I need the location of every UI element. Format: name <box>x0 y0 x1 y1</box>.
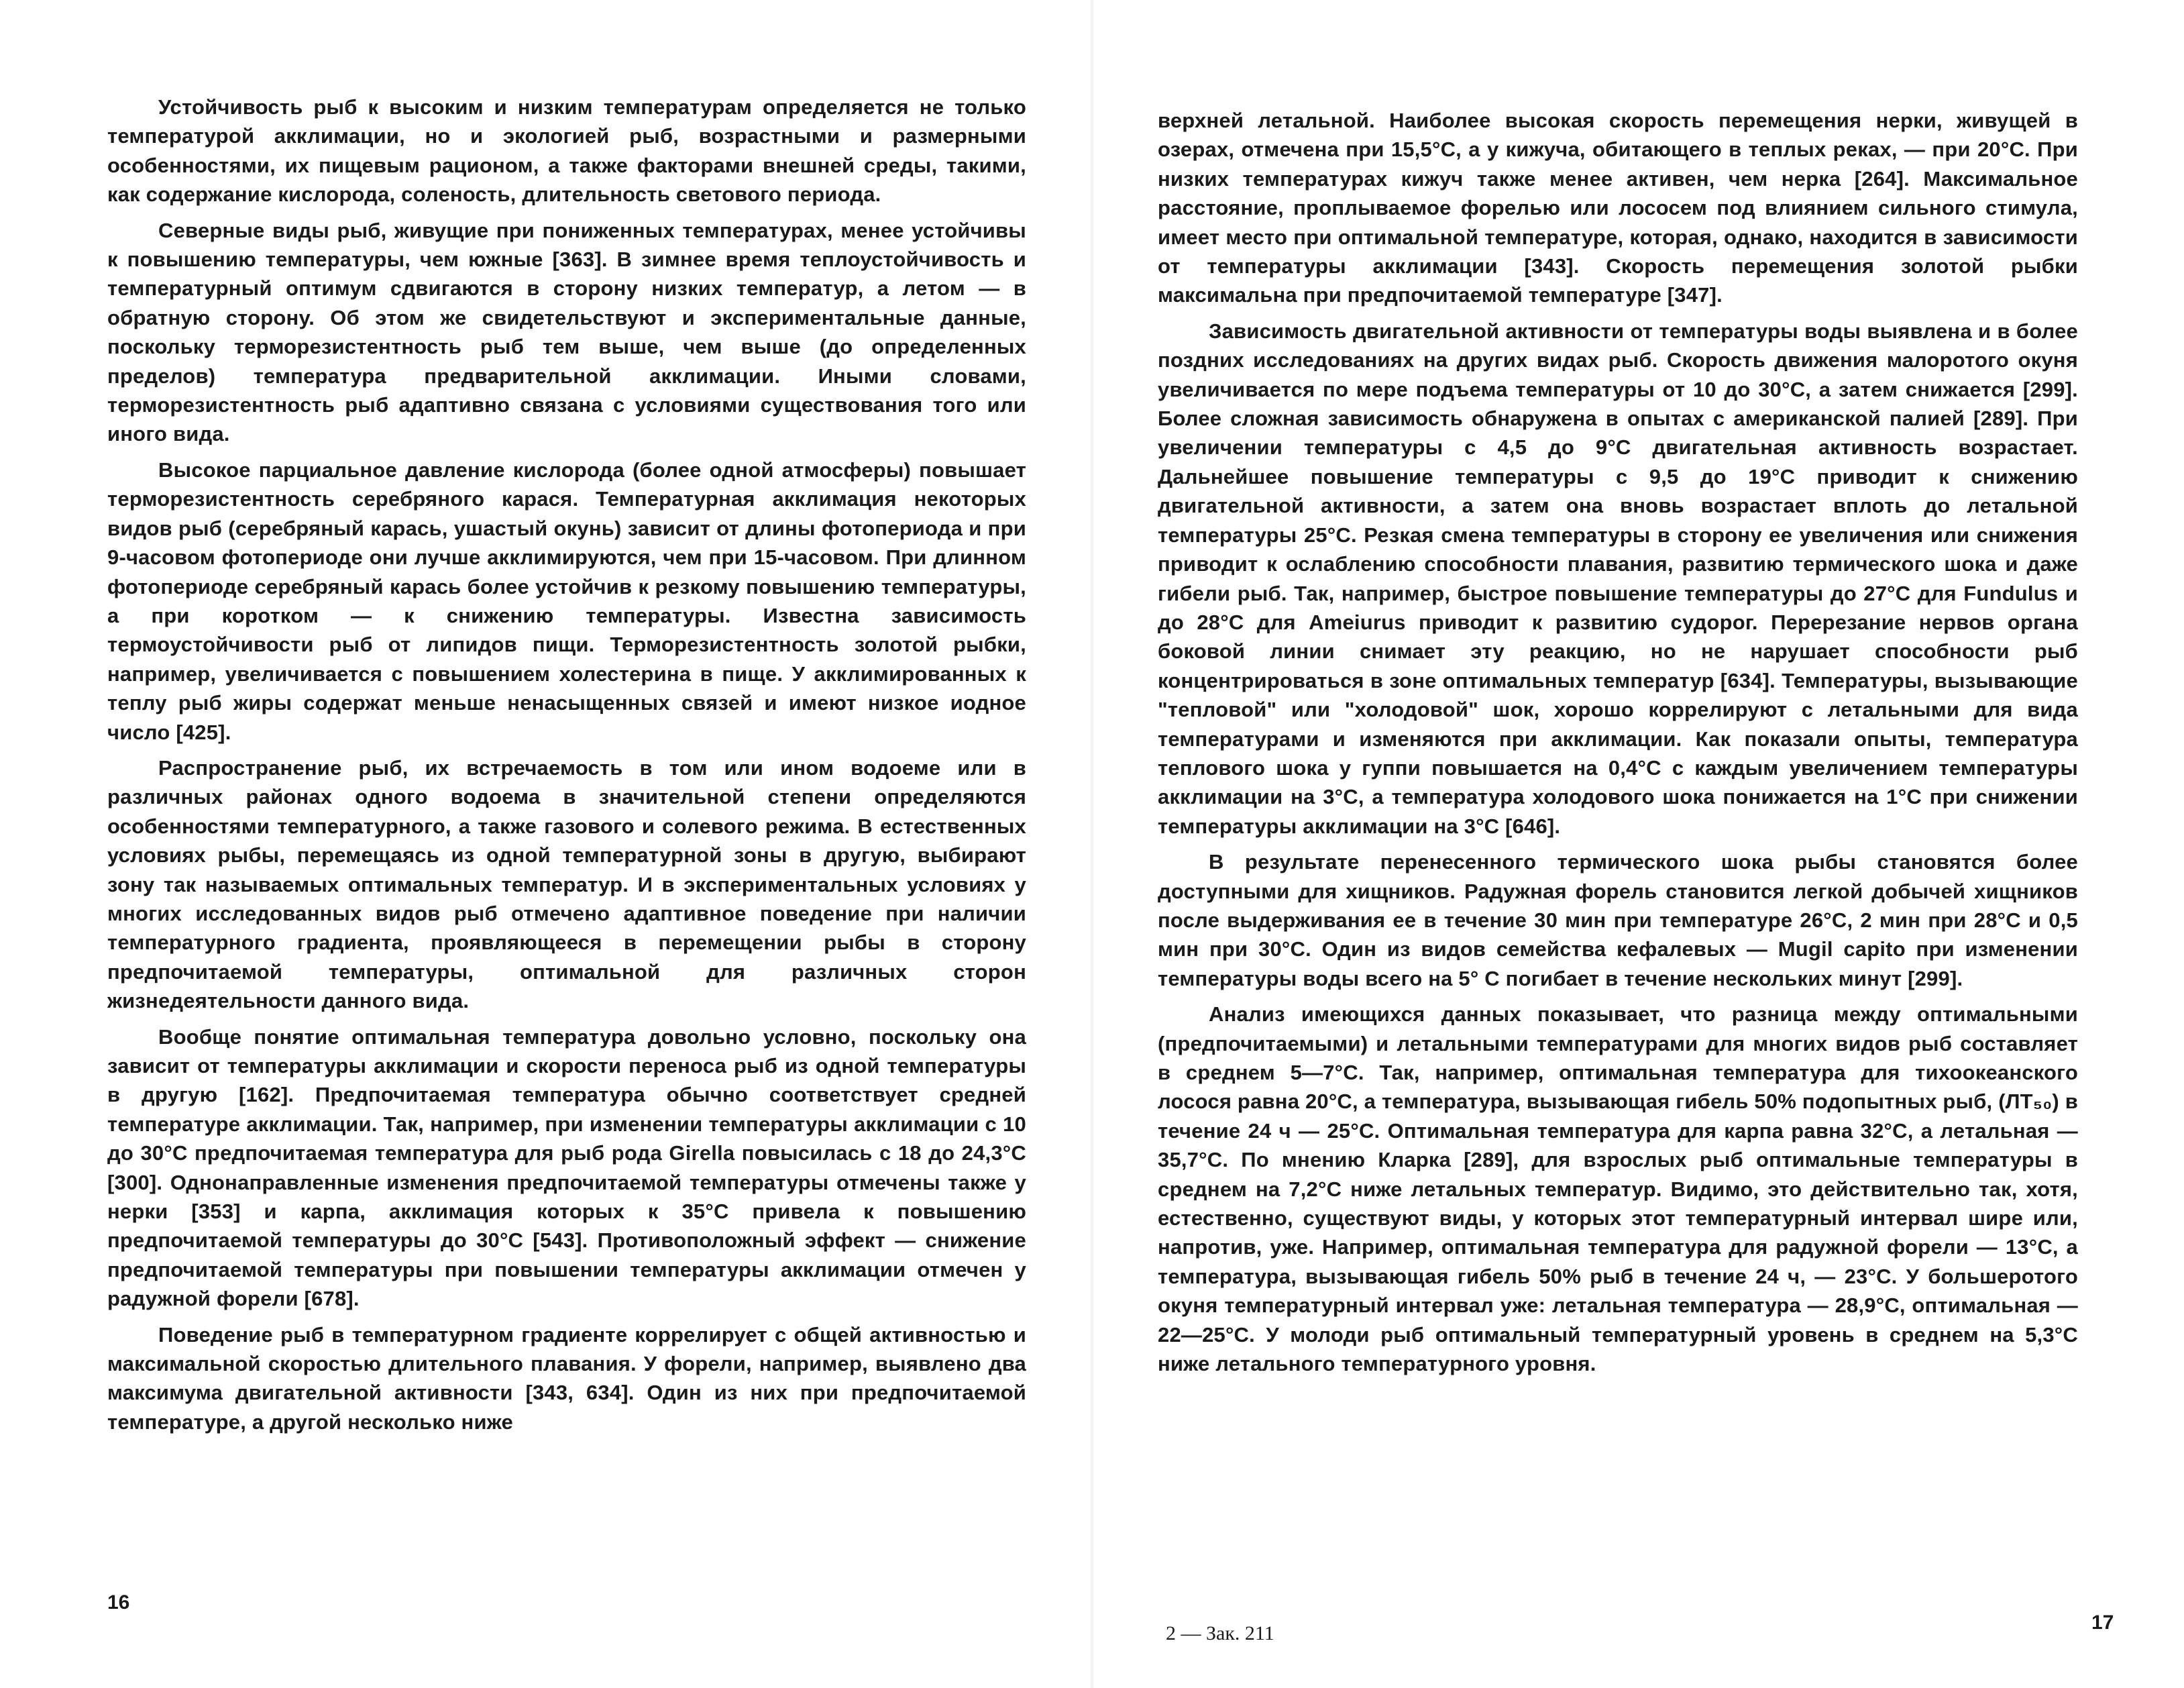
paragraph: Зависимость двигательной активности от температуры воды выявлена и в более поздних исследованиях на других видах рыб. Скорость движения малоротого окуня увеличивается по мере подъема температуры от 10 до 30°С, а затем снижается [299]. Более сложная зависимость обнаружена в опытах с американской палией [289]. При увеличении температуры с 4,5 до 9°С двигательная активность возрастает. Дальнейшее повышение температуры с 9,5 до 19°С приводит к снижению двигательной активности, а затем она вновь возрастает вплоть до летальной температуры 25°С. Резкая смена температуры в сторону ее увеличения или снижения приводит к ослаблению способности плавания, развитию термического шока и даже гибели рыб. Так, например, быстрое повышение температуры до 27°С для Fundulus и до 28°С для Ameiurus приводит к развитию судорог. Перерезание нервов органа боковой линии снимает эту реакцию, но не нарушает способности рыб концентрироваться в зоне оптимальных температур [634]. Температуры, вызывающие "тепловой" или "холодовой" шок, хорошо коррелируют с летальными для вида температурами и изменяются при акклимации. Как показали опыты, температура теплового шока у гуппи повышается на 0,4°С с каждым увеличением температуры акклимации на 3°С, а температура холодового шока понижается на 1°С при снижении температуры акклимации на 3°С [646]. <box>1158 319 2078 838</box>
paragraph: Распространение рыб, их встречаемость в том или ином водоеме или в различных районах одного водоема в значительной степени определяются особенностями температурного, а также газового и солевого режима. В естественных условиях рыбы, перемещаясь из одной температурной зоны в другую, выбирают зону так называемых оптимальных температур. И в экспериментальных условиях у многих исследованных видов рыб отмечено адаптивное поведение при наличии температурного градиента, проявляющееся в перемещении рыбы в сторону предпочитаемой температуры, оптимальной для различных сторон жизнедеятельности данного вида. <box>107 755 1026 1013</box>
paragraph: Поведение рыб в температурном градиенте коррелирует с общей активностью и максимальной скоростью длительного плавания. У форели, например, выявлено два максимума двигательной активности [343, 634]. Один из них при предпочитаемой температуре, а другой несколько ниже <box>107 1322 1026 1434</box>
page-number-right: 17 <box>2091 1612 2114 1634</box>
right-page <box>1092 0 2184 1688</box>
printer-signature: 2 — Зак. 211 <box>1166 1622 1274 1644</box>
paragraph: Вообще понятие оптимальная температура довольно условно, поскольку она зависит от температуры акклимации и скорости переноса рыб из одной температуры в другую [162]. Предпочитаемая температура обычно соответствует средней температуре акклимации. Так, например, при изменении температуры акклимации с 10 до 30°С предпочитаемая температура для рыб рода Girella повысилась с 18 до 24,3°С [300]. Однонаправленные изменения предпочитаемой температуры отмечены также у нерки [353] и карпа, акклимация которых к 35°С привела к повышению предпочитаемой температуры до 30°С [543]. Противоположный эффект — снижение предпочитаемой температуры при повышении температуры акклимации отмечен у радужной форели [678]. <box>107 1024 1026 1311</box>
page-number-left: 16 <box>107 1591 130 1614</box>
paragraph: В результате перенесенного термического шока рыбы становятся более доступными для хищников. Радужная форель становится легкой добычей хищников после выдерживания ее в течение 30 мин при температуре 26°С, 2 мин при 28°С и 0,5 мин при 30°С. Один из видов семейства кефалевых — Mugil capito при изменении температуры воды всего на 5° С погибает в течение нескольких минут [299]. <box>1158 850 2078 990</box>
paragraph: Анализ имеющихся данных показывает, что разница между оптимальными (предпочитаемыми) и летальными температурами для многих видов рыб составляет в среднем 5—7°С. Так, например, оптимальная температура для тихоокеанского лосося равна 20°С, а температура, вызывающая гибель 50% подопытных рыб, (ЛТ₅₀) в течение 24 ч — 25°С. Оптимальная температура для карпа равна 32°С, а летальная — 35,7°С. По мнению Кларка [289], для взрослых рыб оптимальные температуры в среднем на 7,2°С ниже летальных температур. Видимо, это действительно так, хотя, естественно, существуют виды, у которых этот температурный интервал шире или, напротив, уже. Например, оптимальная температура для радужной форели — 13°С, а температура, вызывающая гибель 50% рыб в течение 24 ч, — 23°С. У большеротого окуня температурный интервал уже: летальная температура — 28,9°С, оптимальная — 22—25°С. У молоди рыб оптимальный температурный уровень в среднем на 5,3°С ниже летального температурного уровня. <box>1158 1002 2078 1376</box>
right-text-column <box>1158 106 2078 1385</box>
paragraph: Устойчивость рыб к высоким и низким температурам определяется не только температурой акклимации, но и экологией рыб, возрастными и размерными особенностями, их пищевым рационом, а также факторами внешней среды, такими, как содержание кислорода, соленость, длительность светового периода. <box>107 95 1026 207</box>
paragraph: Северные виды рыб, живущие при пониженных температурах, менее устойчивы к повышению температуры, чем южные [363]. В зимнее время теплоустойчивость и температурный оптимум сдвигаются в сторону низких температур, а летом — в обратную сторону. Об этом же свидетельствуют и экспериментальные данные, поскольку терморезистентность рыб тем выше, чем выше (до определенных пределов) температура предварительной акклимации. Иными словами, терморезистентность рыб адаптивно связана с условиями существования того или иного вида. <box>107 218 1026 446</box>
paragraph: Высокое парциальное давление кислорода (более одной атмосферы) повышает терморезистентность серебряного карася. Температурная акклимация некоторых видов рыб (серебряный карась, ушастый окунь) зависит от длины фотопериода и при 9-часовом фотопериоде они лучше акклимируются, чем при 15-часовом. При длинном фотопериоде серебряный карась более устойчив к резкому повышению температуры, а при коротком — к снижению температуры. Известна зависимость термоустойчивости рыб от липидов пищи. Терморезистентность золотой рыбки, например, увеличивается с повышением холестерина в пище. У акклимированных к теплу рыб жиры содержат меньше ненасыщенных связей и имеют низкое иодное число [425]. <box>107 458 1026 744</box>
paragraph-continued: верхней летальной. Наиболее высокая скорость перемещения нерки, живущей в озерах, отмечена при 15,5°С, а у кижуча, обитающего в теплых реках, — при 20°С. При низких температурах кижуч также менее активен, чем нерка [264]. Максимальное расстояние, проплываемое форелью или лососем под влиянием сильного стимула, имеет место при оптимальной температуре, которая, однако, находится в зависимости от температуры акклимации [343]. Скорость перемещения золотой рыбки максимальна при предпочитаемой температуре [347]. <box>1158 109 2078 307</box>
left-text-column <box>107 93 1026 1443</box>
